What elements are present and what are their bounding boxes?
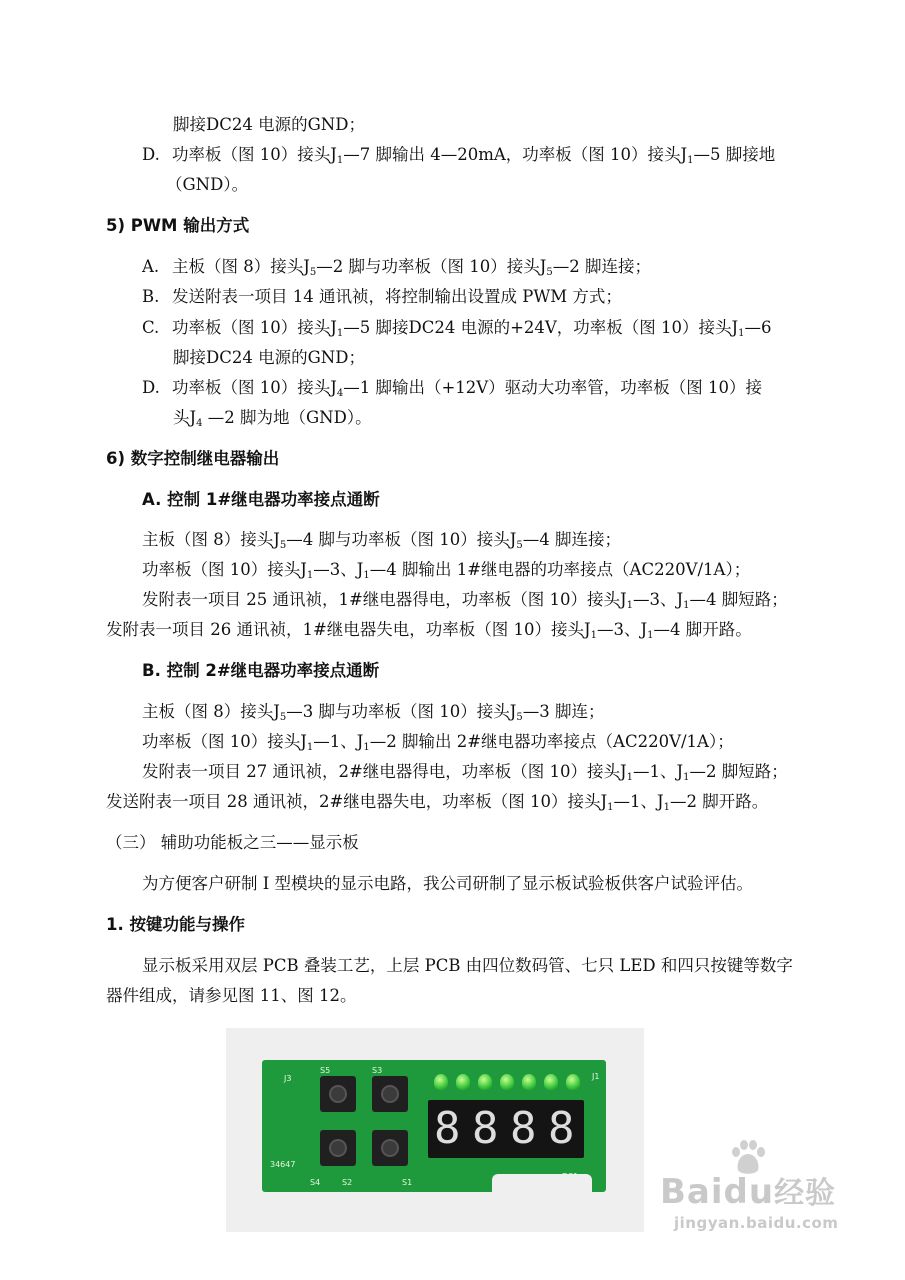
seven-segment-display: [428, 1100, 584, 1158]
text-line: [173, 347, 365, 369]
line-text: 6) 数字控制继电器输出: [106, 449, 280, 468]
brand-part: du: [723, 1172, 775, 1212]
silk-j3: J3: [284, 1074, 292, 1083]
line-text: 主板（图 8）接头$J_5—4$ 脚与功率板（图 10）接头$J_5—4$ 脚连接；: [142, 530, 621, 551]
text-line: [142, 731, 734, 759]
text-line: [166, 174, 248, 196]
display-board-photo: [226, 1028, 644, 1232]
line-text: 头$J_4$ —2 脚为地（GND）。: [173, 408, 372, 429]
line-text: 发附表一项目 26 通讯祯，1#继电器失电，功率板（图 10）接头$J_1—3$、$J_1—4$ 脚开路。: [106, 620, 752, 641]
baidu-watermark: [660, 1140, 860, 1240]
pushbutton: [372, 1130, 408, 1166]
text-line: [142, 559, 750, 587]
list-item-d: [142, 377, 762, 405]
list-label: C.: [142, 318, 160, 337]
silk-s3: S3: [372, 1066, 383, 1075]
silk-s4: S4: [310, 1178, 321, 1187]
chapter-heading: [106, 832, 359, 854]
line-text: 功率板（图 10）接头$J_1—7$ 脚输出 4—20mA，功率板（图 10）接头$J_1—5$ 脚接地: [172, 145, 776, 166]
section-heading: [106, 448, 279, 470]
silk-ds1: DS1: [562, 1172, 579, 1181]
list-label: A.: [142, 257, 160, 276]
line-text: 发送附表一项目 28 通讯祯，2#继电器失电，功率板（图 10）接头$J_1—1$、$J_1—2$ 脚开路。: [106, 792, 769, 813]
led: [434, 1074, 448, 1090]
watermark-brand: [660, 1168, 836, 1212]
silk-board-id: 34647: [270, 1160, 296, 1169]
led: [544, 1074, 558, 1090]
brand-part: Bai: [660, 1172, 724, 1212]
brand-part: 经验: [774, 1176, 837, 1211]
list-item-c: [142, 317, 772, 345]
line-text: 器件组成，请参见图 11、图 12。: [106, 986, 357, 1005]
text-line: [173, 407, 372, 435]
silk-j1: J1: [592, 1072, 600, 1081]
line-text: A. 控制 1#继电器功率接点通断: [142, 490, 380, 509]
led: [478, 1074, 492, 1090]
line-text: 发附表一项目 27 通讯祯，2#继电器得电，功率板（图 10）接头$J_1—1$、$J_1—2$ 脚短路；: [142, 762, 788, 783]
line-text: 发附表一项目 25 通讯祯，1#继电器得电，功率板（图 10）接头$J_1—3$、$J_1—4$ 脚短路；: [142, 590, 788, 611]
led: [456, 1074, 470, 1090]
section-heading: [106, 215, 249, 237]
text-line: [106, 791, 768, 819]
text-line: [142, 701, 604, 729]
text-line: [106, 619, 752, 647]
led: [500, 1074, 514, 1090]
line-text: （GND）。: [166, 175, 249, 194]
line-text: B. 控制 2#继电器功率接点通断: [142, 661, 380, 680]
led: [566, 1074, 580, 1090]
line-text: 1. 按键功能与操作: [106, 915, 245, 934]
display-digit: 8: [434, 1103, 461, 1154]
line-text: 5) PWM 输出方式: [106, 216, 250, 235]
list-item-b: [142, 286, 622, 308]
line-text: 功率板（图 10）接头$J_4—1$ 脚输出（+12V）驱动大功率管，功率板（图 10）接: [172, 378, 762, 399]
silk-s1: S1: [402, 1178, 413, 1187]
line-text: 为方便客户研制 I 型模块的显示电路，我公司研制了显示板试验板供客户试验评估。: [142, 874, 754, 893]
text-line: [142, 955, 793, 977]
text-line: [106, 985, 356, 1007]
silk-s5: S5: [320, 1066, 331, 1075]
line-text: 主板（图 8）接头$J_5—2$ 脚与功率板（图 10）接头$J_5—2$ 脚连接；: [172, 257, 651, 278]
text-line: [142, 529, 621, 557]
subsection-heading: [142, 660, 379, 682]
silk-s2: S2: [342, 1178, 353, 1187]
list-label: D.: [142, 145, 160, 164]
line-text: 功率板（图 10）接头$J_1—1$、$J_1—2$ 脚输出 2#继电器功率接点（AC220V/1A）；: [142, 732, 734, 753]
line-text: 发送附表一项目 14 通讯祯，将控制输出设置成 PWM 方式；: [172, 287, 622, 306]
line-text: 脚接DC24 电源的GND；: [173, 115, 365, 134]
display-digit: 8: [510, 1103, 537, 1154]
line-text: 脚接DC24 电源的GND；: [173, 348, 365, 367]
line-text: 主板（图 8）接头$J_5—3$ 脚与功率板（图 10）接头$J_5—3$ 脚连；: [142, 702, 605, 723]
list-label: D.: [142, 378, 160, 397]
line-text: 显示板采用双层 PCB 叠装工艺，上层 PCB 由四位数码管、七只 LED 和四只按键等数字: [142, 956, 793, 975]
pcb-board: [262, 1060, 606, 1192]
display-digit: 8: [472, 1103, 499, 1154]
line-text: 功率板（图 10）接头$J_1—3$、$J_1—4$ 脚输出 1#继电器的功率接点（AC220V/1A）；: [142, 560, 751, 581]
list-item-d: [142, 144, 775, 172]
display-digit: 8: [548, 1103, 575, 1154]
text-line: [142, 873, 753, 895]
led: [522, 1074, 536, 1090]
text-line: [173, 114, 365, 136]
pushbutton: [320, 1130, 356, 1166]
text-line: [142, 761, 788, 789]
pushbutton: [372, 1076, 408, 1112]
line-text: 功率板（图 10）接头$J_1—5$ 脚接DC24 电源的+24V，功率板（图 10）接头$J_1—6$: [172, 318, 772, 339]
section-heading: [106, 914, 245, 936]
pushbutton: [320, 1076, 356, 1112]
text-line: [142, 589, 788, 617]
list-label: B.: [142, 287, 160, 306]
line-text: （三） 辅助功能板之三——显示板: [106, 833, 359, 852]
list-item-a: [142, 256, 651, 284]
watermark-url: jingyan.baidu.com: [674, 1214, 839, 1232]
subsection-heading: [142, 489, 380, 511]
